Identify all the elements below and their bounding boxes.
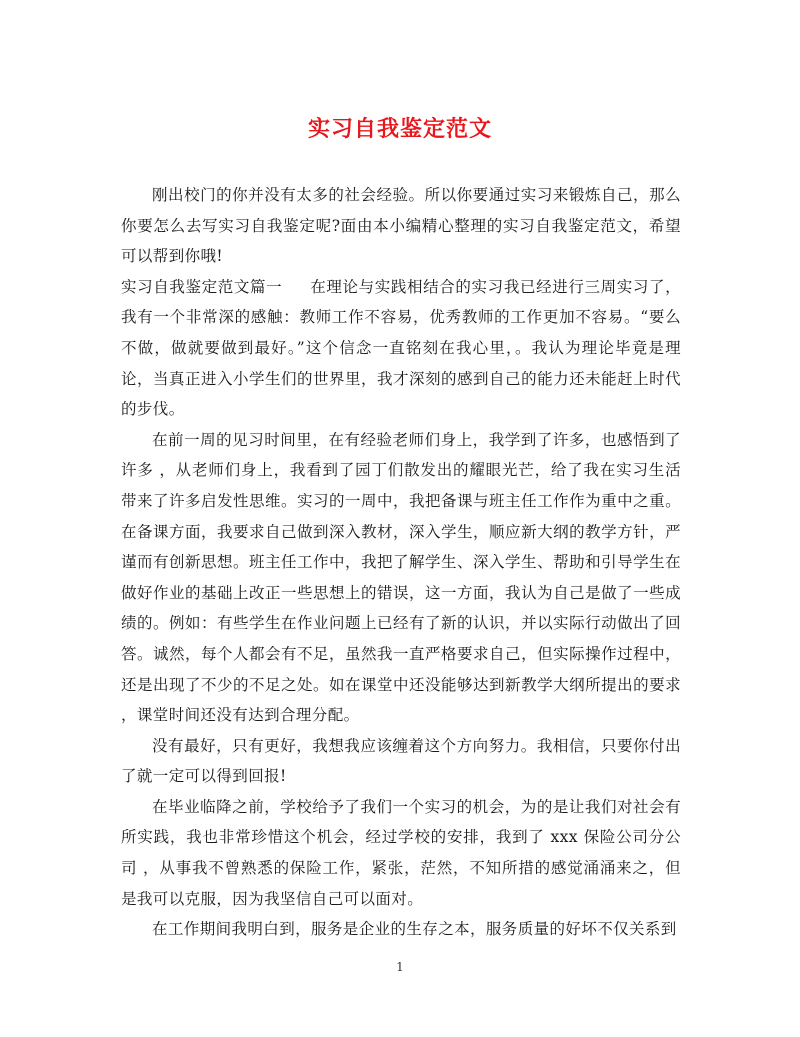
document-body bbox=[121, 180, 681, 945]
intro-paragraph: 刚出校门的你并没有太多的社会经验。所以你要通过实习来锻炼自己，那么你要怎么去写实习自我鉴定呢?面由本小编精心整理的实习自我鉴定范文，希望可以帮到你哦! bbox=[121, 186, 681, 266]
body-paragraph: 在前一周的见习时间里，在有经验老师们身上，我学到了许多，也感悟到了许多 ，从老师们身上，我看到了园丁们散发出的耀眼光芒，给了我在实习生活带来了许多启发性思维。实习的一周中，我把备课与班主任工作作为重中之重。在备课方面，我要求自己做到深入教材，深入学生，顺应新大纲的教学方针，严谨而有创新思想。班主任工作中，我把了解学生、深入学生、帮助和引导学生在做好作业的基础上改正一些思想上的错误，这一方面，我认为自己是做了一些成绩的。例如：有些学生在作业问题上已经有了新的认识，并以实际行动做出了回答。诚然，每个人都会有不足，虽然我一直严格要求自己，但实际操作过程中，还是出现了不少的不足之处。如在课堂中还没能够达到新教学大纲所提出的要求 ，课堂时间还没有达到合理分配。 bbox=[121, 430, 681, 725]
section-heading: 实习自我鉴定范文篇一 bbox=[121, 277, 283, 296]
section-one-paragraph bbox=[121, 272, 681, 425]
page-number: 1 bbox=[396, 960, 404, 974]
body-paragraph: 在工作期间我明白到，服务是企业的生存之本，服务质量的好坏不仅关系到 bbox=[152, 920, 677, 939]
body-paragraph: 在毕业临降之前，学校给予了我们一个实习的机会，为的是让我们对社会有所实践，我也非常珍惜这个机会，经过学校的安排，我到了 xxx 保险公司分公司 ，从事我不曾熟悉的保险工作，紧张，茫然，不知所措的感觉涌涌来之，但是我可以克服，因为我坚信自己可以面对。 bbox=[121, 797, 681, 908]
section-one-text: 在理论与实践相结合的实习我已经进行三周实习了，我有一个非常深的感触：教师工作不容易，优秀教师的工作更加不容易。“要么不做，做就要做到最好。”这个信念一直铭刻在我心里，。我认为理论毕竟是理论，当真正进入小学生们的世界里，我才深刻的感到自己的能力还未能赶上时代的步伐。 bbox=[121, 277, 681, 419]
body-paragraph: 没有最好，只有更好，我想我应该缠着这个方向努力。我相信，只要你付出了就一定可以得到回报! bbox=[121, 736, 681, 786]
document-title: 实习自我鉴定范文 bbox=[307, 116, 492, 142]
